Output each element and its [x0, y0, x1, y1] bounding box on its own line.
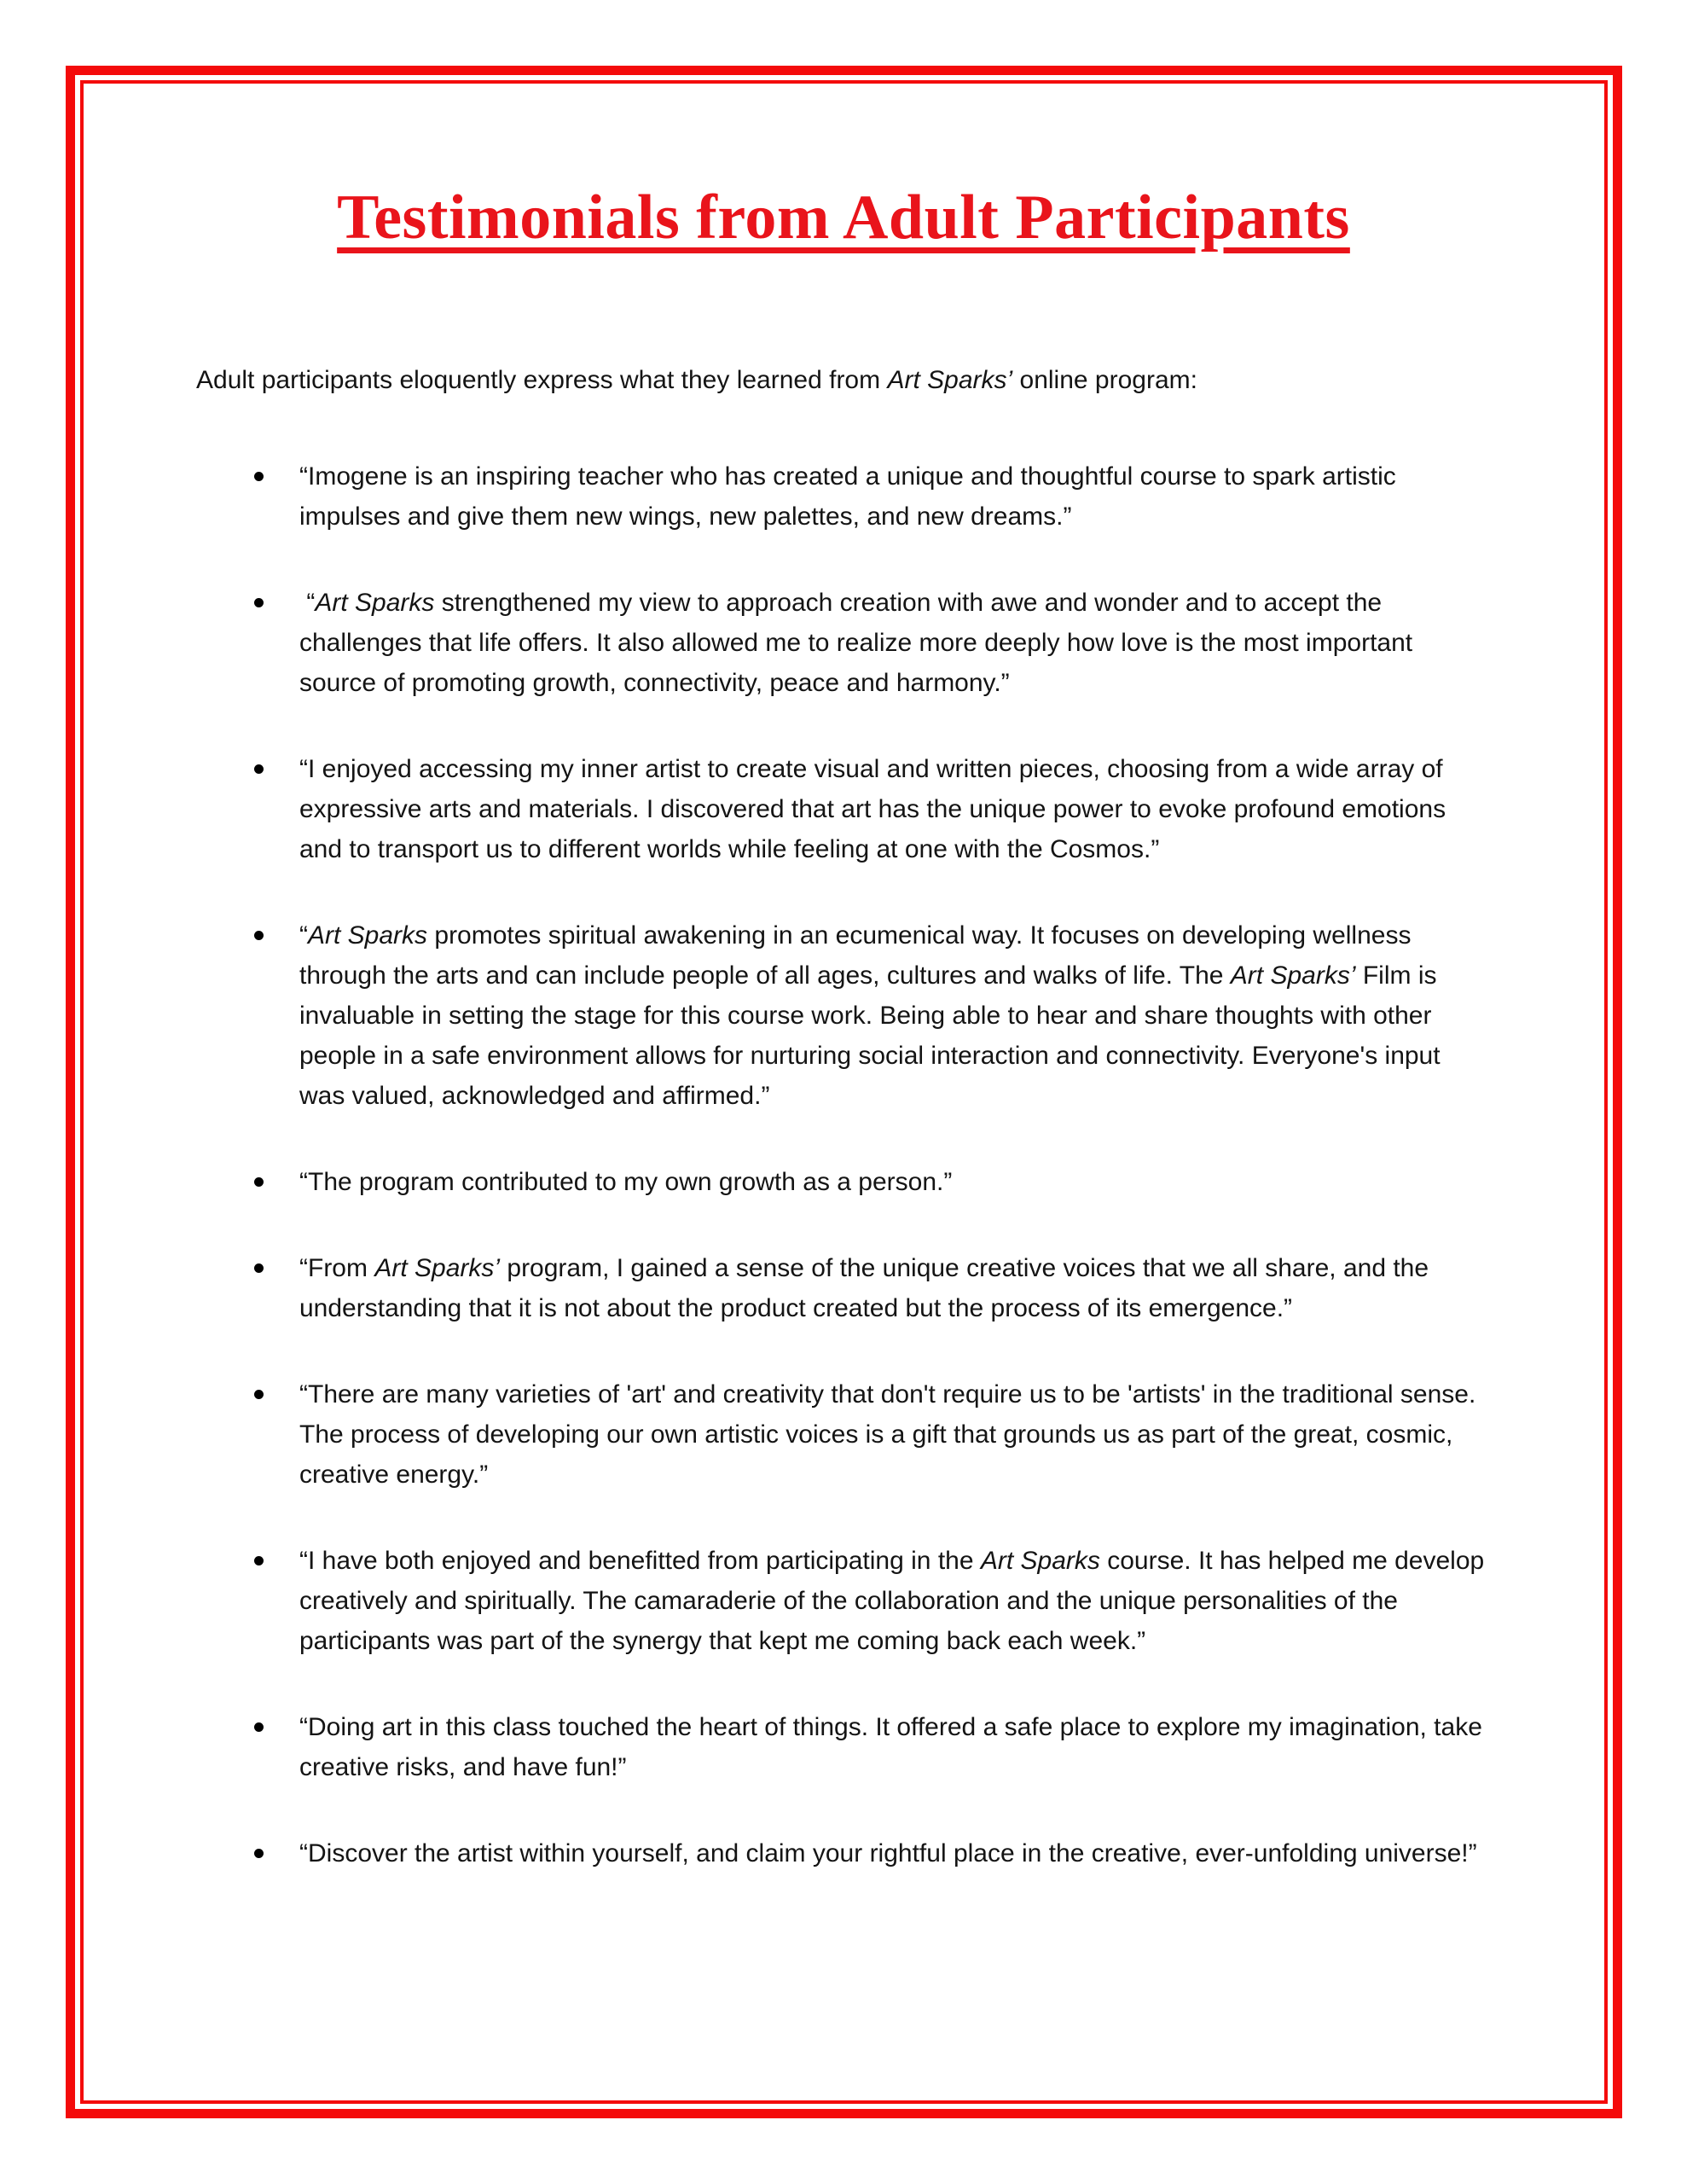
- bullet-icon: [254, 764, 264, 774]
- text-run: Art Sparks’: [1230, 961, 1356, 990]
- testimonial-text: [299, 921, 1447, 1110]
- testimonial-item: [196, 1833, 1491, 1873]
- text-run: strengthened my view to approach creation with awe and wonder and to accept the challenges that life offers. It also allowed me to realize more deeply how love is the most important source of promoting growth, connectivity, peace and harmony.”: [299, 589, 1420, 697]
- text-run: “The program contributed to my own growth as a person.”: [299, 1168, 953, 1196]
- testimonial-text: [299, 1547, 1492, 1655]
- text-run: promotes spiritual awakening in an ecumenical way. It focuses on developing wellness through the arts and can include people of all ages, cultures and walks of life. The: [299, 921, 1418, 990]
- page-title: Testimonials from Adult Participants: [337, 183, 1350, 253]
- testimonial-item: [196, 1541, 1491, 1661]
- testimonial-text: [299, 1839, 1477, 1867]
- bullet-icon: [254, 1263, 264, 1273]
- bullet-icon: [254, 598, 264, 607]
- text-run: “: [299, 589, 316, 617]
- text-run: “Doing art in this class touched the heart of things. It offered a safe place to explore my imagination, take creative risks, and have fun!”: [299, 1713, 1490, 1781]
- text-run: “There are many varieties of 'art' and creativity that don't require us to be 'artists' in the traditional sense. The process of developing our own artistic voices is a gift that grounds us as part of the great, cosmic, creative energy.”: [299, 1380, 1483, 1489]
- intro-paragraph: [196, 360, 1491, 400]
- bullet-icon: [254, 1849, 264, 1858]
- testimonial-item: [196, 1162, 1491, 1202]
- testimonial-item: [196, 1248, 1491, 1328]
- testimonial-item: [196, 583, 1491, 703]
- text-run: “I enjoyed accessing my inner artist to create visual and written pieces, choosing from a wide array of expressive arts and materials. I discovered that art has the unique power to evoke profound emotions and to transport us to different worlds while feeling at one with the Cosmos.”: [299, 755, 1453, 863]
- text-run: Art Sparks: [315, 589, 435, 617]
- bullet-icon: [254, 1390, 264, 1399]
- bullet-icon: [254, 1556, 264, 1565]
- testimonial-text: [299, 589, 1419, 697]
- text-run: Film is invaluable in setting the stage for this course work. Being able to hear and share thoughts with other people in a safe environment allows for nurturing social interaction and connectivity. Everyone's input was valued, acknowledged and affirmed.”: [299, 961, 1447, 1110]
- text-run: Art Sparks’: [374, 1254, 501, 1282]
- testimonial-item: [196, 749, 1491, 869]
- testimonial-text: [299, 1168, 952, 1196]
- bullet-icon: [254, 1722, 264, 1732]
- text-run: Adult participants eloquently express what they learned from: [196, 366, 888, 394]
- testimonial-item: [196, 456, 1491, 537]
- testimonial-text: [299, 1380, 1482, 1489]
- testimonial-text: [299, 462, 1403, 531]
- text-run: online program:: [1012, 366, 1197, 394]
- testimonial-text: [299, 1254, 1435, 1322]
- text-run: “Imogene is an inspiring teacher who has created a unique and thoughtful course to spark artistic impulses and give them new wings, new palettes, and new dreams.”: [299, 462, 1404, 531]
- text-run: program, I gained a sense of the unique creative voices that we all share, and the understanding that it is not about the product created but the process of its emergence.”: [299, 1254, 1436, 1322]
- testimonial-text: [299, 1713, 1489, 1781]
- text-run: Art Sparks’: [887, 366, 1013, 394]
- text-run: “: [299, 921, 308, 950]
- text-run: “Discover the artist within yourself, and claim your rightful place in the creative, ever-unfolding universe!”: [299, 1839, 1477, 1867]
- bullet-icon: [254, 472, 264, 481]
- testimonial-text: [299, 755, 1452, 863]
- testimonials-list: [196, 456, 1491, 1873]
- testimonial-item: [196, 915, 1491, 1116]
- text-run: “From: [299, 1254, 375, 1282]
- testimonial-item: [196, 1707, 1491, 1787]
- text-run: Art Sparks: [308, 921, 428, 950]
- bullet-icon: [254, 931, 264, 940]
- bullet-icon: [254, 1177, 264, 1187]
- text-run: Art Sparks: [980, 1547, 1100, 1575]
- page-content: [196, 0, 1491, 1920]
- text-run: “I have both enjoyed and benefitted from participating in the: [299, 1547, 981, 1575]
- testimonial-item: [196, 1374, 1491, 1495]
- text-run: course. It has helped me develop creatively and spiritually. The camaraderie of the collaboration and the unique personalities of the participants was part of the synergy that kept me coming back each week.”: [299, 1547, 1492, 1655]
